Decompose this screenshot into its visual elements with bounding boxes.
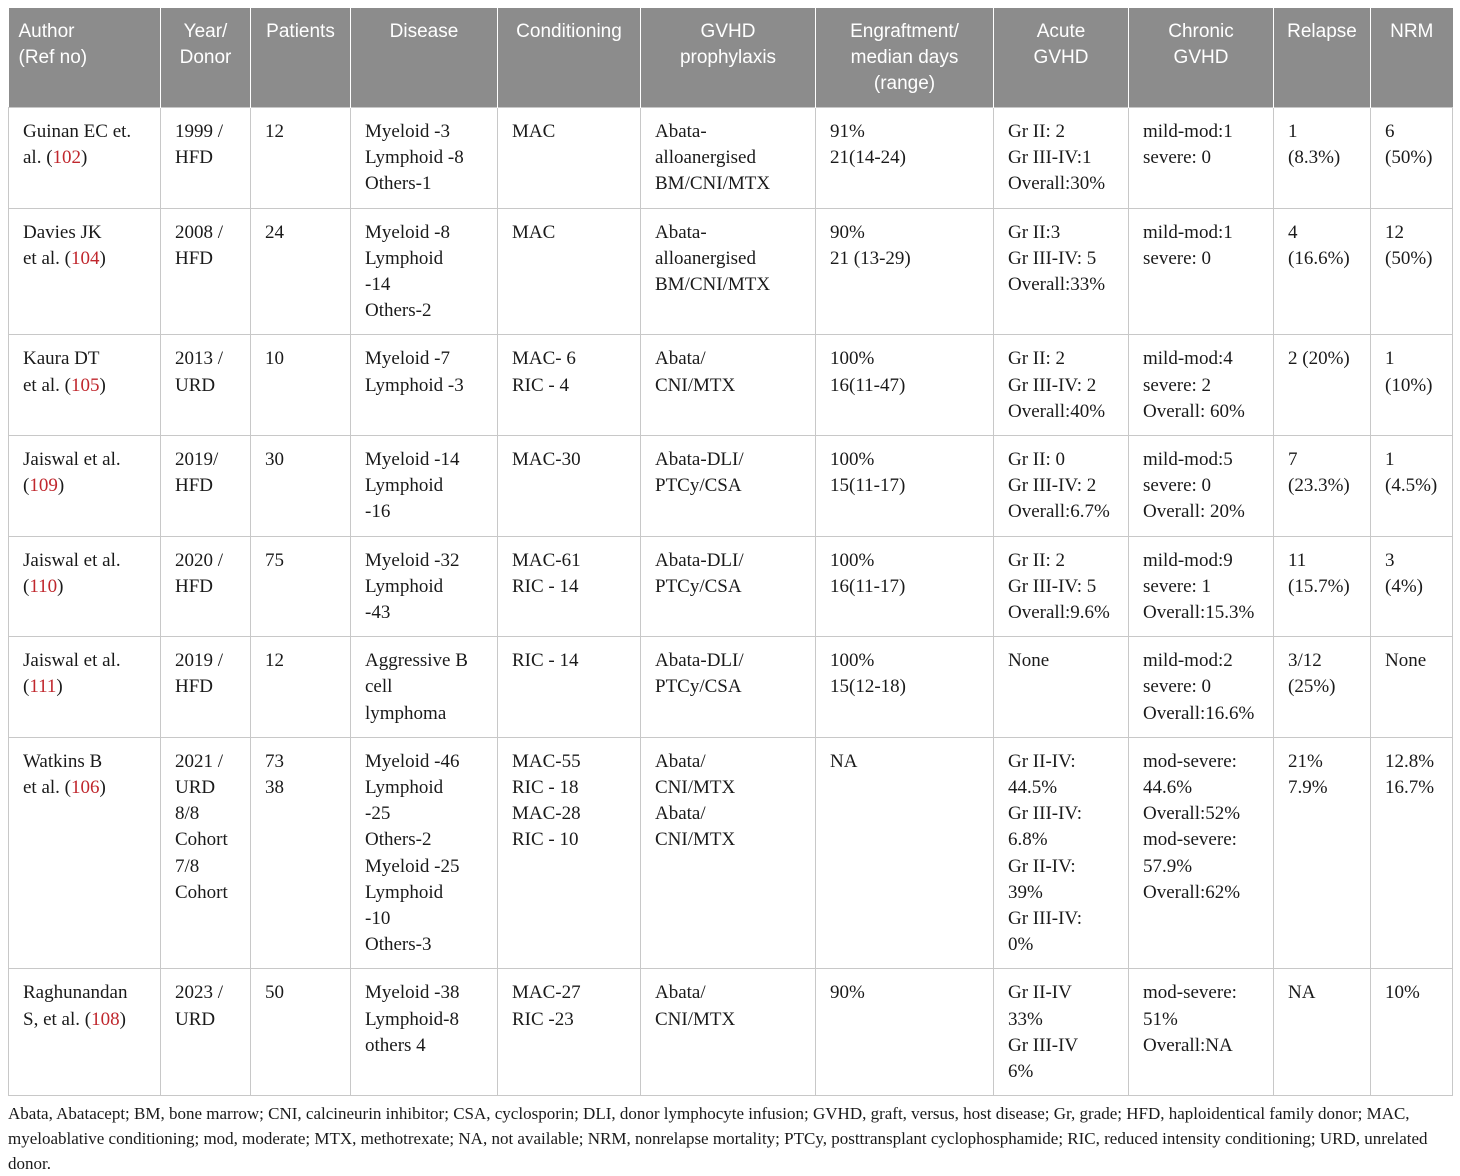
author-name-suffix: ) (99, 374, 106, 396)
cell-disease: Myeloid -8 Lymphoid -14 Others-2 (351, 208, 498, 335)
cell-conditioning: MAC (498, 208, 641, 335)
cell-conditioning: MAC- 6 RIC - 4 (498, 335, 641, 436)
reference-link[interactable]: 108 (91, 1008, 120, 1030)
cell-year-donor: 2019/ HFD (161, 436, 251, 537)
reference-link[interactable]: 106 (71, 777, 100, 799)
header-chronic-gvhd: Chronic GVHD (1129, 8, 1274, 108)
author-name: Guinan EC et. al. ( (23, 121, 132, 169)
cell-author (9, 737, 161, 969)
cell-disease: Myeloid -3 Lymphoid -8 Others-1 (351, 108, 498, 209)
cell-nrm: 12.8% 16.7% (1371, 737, 1453, 969)
cell-author (9, 536, 161, 637)
cell-gvhd-prophylaxis: Abata- alloanergised BM/CNI/MTX (641, 108, 816, 209)
cell-acute-gvhd: Gr II-IV 33% Gr III-IV 6% (994, 969, 1129, 1096)
header-gvhd-prophylaxis: GVHD prophylaxis (641, 8, 816, 108)
table-row (9, 637, 1453, 738)
cell-relapse: 11 (15.7%) (1274, 536, 1371, 637)
cell-conditioning: MAC-55 RIC - 18 MAC-28 RIC - 10 (498, 737, 641, 969)
cell-gvhd-prophylaxis: Abata-DLI/ PTCy/CSA (641, 637, 816, 738)
cell-patients: 12 (251, 637, 351, 738)
cell-patients: 30 (251, 436, 351, 537)
cell-disease: Myeloid -14 Lymphoid -16 (351, 436, 498, 537)
header-conditioning: Conditioning (498, 8, 641, 108)
cell-author (9, 108, 161, 209)
cell-chronic-gvhd: mild-mod:1 severe: 0 (1129, 108, 1274, 209)
cell-relapse: 21% 7.9% (1274, 737, 1371, 969)
header-engraftment: Engraftment/ median days (range) (816, 8, 994, 108)
cell-conditioning: RIC - 14 (498, 637, 641, 738)
cell-engraftment: 100% 16(11-17) (816, 536, 994, 637)
header-patients: Patients (251, 8, 351, 108)
author-name-suffix: ) (57, 475, 65, 497)
cell-nrm: 10% (1371, 969, 1453, 1096)
cell-acute-gvhd: Gr II: 2 Gr III-IV: 2 Overall:40% (994, 335, 1129, 436)
cell-gvhd-prophylaxis: Abata-DLI/ PTCy/CSA (641, 536, 816, 637)
table-row (9, 536, 1453, 637)
cell-acute-gvhd: Gr II-IV: 44.5% Gr III-IV: 6.8% Gr II-IV: 39% Gr III-IV: 0% (994, 737, 1129, 969)
cell-acute-gvhd: None (994, 637, 1129, 738)
cell-relapse: 4 (16.6%) (1274, 208, 1371, 335)
cell-author (9, 436, 161, 537)
author-name-suffix: ) (119, 1008, 126, 1030)
table-body (9, 108, 1453, 1096)
author-name: Jaiswal et al. ( (23, 449, 121, 497)
cell-engraftment: 91% 21(14-24) (816, 108, 994, 209)
cell-engraftment: 90% (816, 969, 994, 1096)
cell-relapse: 7 (23.3%) (1274, 436, 1371, 537)
cell-relapse: NA (1274, 969, 1371, 1096)
table-row (9, 208, 1453, 335)
cell-patients: 50 (251, 969, 351, 1096)
cell-gvhd-prophylaxis: Abata/ CNI/MTX (641, 969, 816, 1096)
cell-chronic-gvhd: mild-mod:4 severe: 2 Overall: 60% (1129, 335, 1274, 436)
cell-conditioning: MAC-61 RIC - 14 (498, 536, 641, 637)
author-name-suffix: ) (99, 247, 106, 269)
reference-link[interactable]: 109 (29, 475, 58, 497)
header-nrm: NRM (1371, 8, 1453, 108)
cell-year-donor: 2008 / HFD (161, 208, 251, 335)
cell-year-donor: 2019 / HFD (161, 637, 251, 738)
reference-link[interactable]: 102 (52, 147, 82, 169)
cell-engraftment: 100% 15(12-18) (816, 637, 994, 738)
cell-patients: 75 (251, 536, 351, 637)
cell-relapse: 1 (8.3%) (1274, 108, 1371, 209)
cell-acute-gvhd: Gr II: 2 Gr III-IV:1 Overall:30% (994, 108, 1129, 209)
cell-chronic-gvhd: mod-severe: 44.6% Overall:52% mod-severe: 57.9% Overall:62% (1129, 737, 1274, 969)
author-name-suffix: ) (56, 676, 63, 698)
cell-chronic-gvhd: mod-severe: 51% Overall:NA (1129, 969, 1274, 1096)
cell-patients: 12 (251, 108, 351, 209)
author-name-suffix: ) (57, 575, 64, 597)
cell-year-donor: 2021 / URD 8/8 Cohort 7/8 Cohort (161, 737, 251, 969)
cell-disease: Myeloid -38 Lymphoid-8 others 4 (351, 969, 498, 1096)
cell-engraftment: 100% 16(11-47) (816, 335, 994, 436)
table-footnote: Abata, Abatacept; BM, bone marrow; CNI, calcineurin inhibitor; CSA, cyclosporin; DLI, donor lymphocyte infusion; GVHD, graft, versus, host disease; Gr, grade; HFD, haploidentical family donor; MAC, myeloablative conditioning; mod, moderate; MTX, methotrexate; NA, not available; NRM, nonrelapse mortality; PTCy, posttransplant cyclophosphamide; RIC, reduced intensity conditioning; URD, unrelated donor. (8, 1104, 1428, 1174)
cell-conditioning: MAC (498, 108, 641, 209)
table-row (9, 436, 1453, 537)
header-acute-gvhd: Acute GVHD (994, 8, 1129, 108)
cell-gvhd-prophylaxis: Abata/ CNI/MTX Abata/ CNI/MTX (641, 737, 816, 969)
cell-engraftment: 90% 21 (13-29) (816, 208, 994, 335)
cell-patients: 24 (251, 208, 351, 335)
cell-year-donor: 2013 / URD (161, 335, 251, 436)
cell-gvhd-prophylaxis: Abata- alloanergised BM/CNI/MTX (641, 208, 816, 335)
author-name: Kaura DT et al. ( (23, 348, 100, 396)
cell-chronic-gvhd: mild-mod:1 severe: 0 (1129, 208, 1274, 335)
cell-disease: Myeloid -32 Lymphoid -43 (351, 536, 498, 637)
author-name: Davies JK et al. ( (23, 221, 102, 269)
cell-patients: 73 38 (251, 737, 351, 969)
cell-conditioning: MAC-27 RIC -23 (498, 969, 641, 1096)
reference-link[interactable]: 104 (71, 247, 100, 269)
cell-author (9, 208, 161, 335)
cell-nrm: 6 (50%) (1371, 108, 1453, 209)
cell-author (9, 969, 161, 1096)
reference-link[interactable]: 110 (29, 575, 58, 597)
cell-chronic-gvhd: mild-mod:2 severe: 0 Overall:16.6% (1129, 637, 1274, 738)
cell-engraftment: NA (816, 737, 994, 969)
cell-disease: Myeloid -46 Lymphoid -25 Others-2 Myeloid -25 Lymphoid -10 Others-3 (351, 737, 498, 969)
reference-link[interactable]: 105 (71, 374, 100, 396)
cell-relapse: 2 (20%) (1274, 335, 1371, 436)
cell-acute-gvhd: Gr II:3 Gr III-IV: 5 Overall:33% (994, 208, 1129, 335)
reference-link[interactable]: 111 (29, 676, 57, 698)
cell-disease: Myeloid -7 Lymphoid -3 (351, 335, 498, 436)
cell-gvhd-prophylaxis: Abata/ CNI/MTX (641, 335, 816, 436)
table-row (9, 737, 1453, 969)
gvhd-outcomes-table (8, 8, 1453, 1096)
author-name: Watkins B et al. ( (23, 750, 103, 799)
cell-nrm: 3 (4%) (1371, 536, 1453, 637)
cell-acute-gvhd: Gr II: 0 Gr III-IV: 2 Overall:6.7% (994, 436, 1129, 537)
author-name: Raghunandan S, et al. ( (23, 982, 128, 1030)
author-name-suffix: ) (99, 777, 106, 799)
cell-conditioning: MAC-30 (498, 436, 641, 537)
cell-chronic-gvhd: mild-mod:5 severe: 0 Overall: 20% (1129, 436, 1274, 537)
cell-year-donor: 2023 / URD (161, 969, 251, 1096)
table-row (9, 108, 1453, 209)
cell-chronic-gvhd: mild-mod:9 severe: 1 Overall:15.3% (1129, 536, 1274, 637)
cell-nrm: 12 (50%) (1371, 208, 1453, 335)
cell-author (9, 637, 161, 738)
header-row (9, 8, 1453, 108)
header-year-donor: Year/ Donor (161, 8, 251, 108)
cell-year-donor: 2020 / HFD (161, 536, 251, 637)
header-disease: Disease (351, 8, 498, 108)
cell-author (9, 335, 161, 436)
cell-acute-gvhd: Gr II: 2 Gr III-IV: 5 Overall:9.6% (994, 536, 1129, 637)
author-name-suffix: ) (81, 147, 88, 169)
cell-gvhd-prophylaxis: Abata-DLI/ PTCy/CSA (641, 436, 816, 537)
author-name: Jaiswal et al. ( (23, 650, 121, 698)
cell-patients: 10 (251, 335, 351, 436)
header-author: Author (Ref no) (9, 8, 161, 108)
table-row (9, 335, 1453, 436)
cell-relapse: 3/12 (25%) (1274, 637, 1371, 738)
header-relapse: Relapse (1274, 8, 1371, 108)
cell-engraftment: 100% 15(11-17) (816, 436, 994, 537)
cell-nrm: 1 (10%) (1371, 335, 1453, 436)
author-name: Jaiswal et al. ( (23, 549, 121, 597)
cell-nrm: None (1371, 637, 1453, 738)
cell-disease: Aggressive B cell lymphoma (351, 637, 498, 738)
document-page (8, 8, 1452, 1176)
cell-year-donor: 1999 / HFD (161, 108, 251, 209)
cell-nrm: 1 (4.5%) (1371, 436, 1453, 537)
table-row (9, 969, 1453, 1096)
